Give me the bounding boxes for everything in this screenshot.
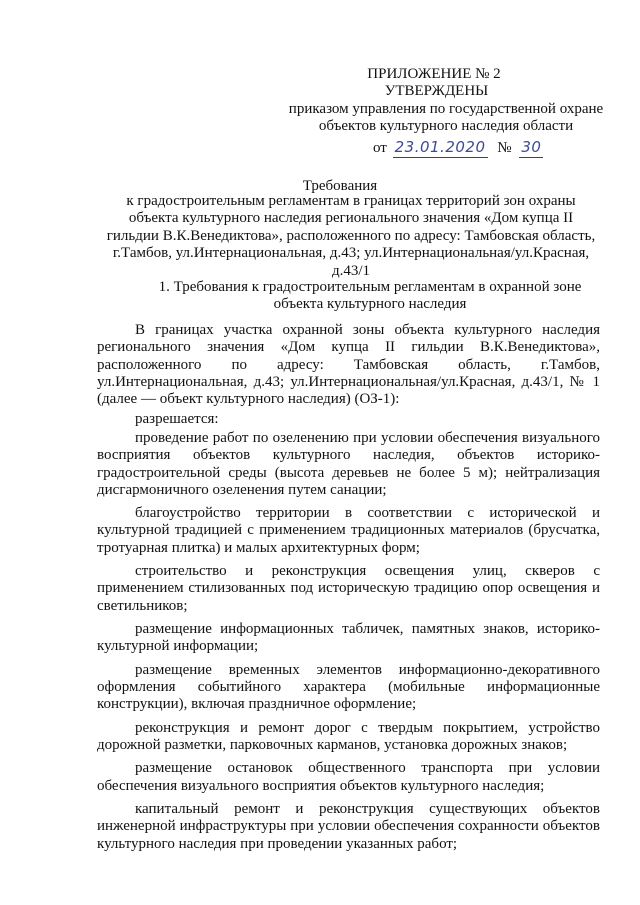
- order-line-1: приказом управления по государственной охране: [288, 101, 604, 117]
- list-item: капитальный ремонт и реконструкция существующих объектов инженерной инфраструктуры при условии обеспечения сохранности объектов культурного наследия при проведении указанных работ;: [97, 801, 600, 852]
- list-item: размещение информационных табличек, памятных знаков, историко-культурной информации;: [97, 621, 600, 655]
- list-item: размещение остановок общественного транспорта при условии обеспечения визуального восприятия объектов культурного наследия;: [97, 760, 600, 794]
- order-date-line: [373, 137, 543, 158]
- order-description: [0, 101, 640, 135]
- list-item: реконструкция и ремонт дорог с твердым покрытием, устройство дорожной разметки, парковочных карманов, установка дорожных знаков;: [97, 719, 600, 753]
- date-prefix: от: [373, 140, 387, 156]
- section-heading: 1. Требования к градостроительным регламентам в охранной зоне объекта культурного наследия: [158, 279, 582, 312]
- handwritten-date: 23.01.2020: [394, 138, 486, 156]
- appendix-title: ПРИЛОЖЕНИЕ № 2: [367, 66, 501, 82]
- number-prefix: №: [497, 140, 512, 156]
- allowed-list: [97, 430, 600, 859]
- list-item: проведение работ по озеленению при условии обеспечения визуального восприятия объектов культурного наследия, объектов историко-градостроительной среды (высота деревьев не более 5 м); нейтрализация дисгармоничного озеленения путем санации;: [97, 430, 600, 498]
- section-intro: [97, 322, 600, 414]
- intro-paragraph: В границах участка охранной зоны объекта культурного наследия регионального значения «Дом купца II гильдии В.К.Венедиктова», расположенного по адресу: Тамбовская область, г.Тамбов, ул.Интернациональная, д.43; ул.Интернациональная/ул.Красная, д.43/1, № 1 (далее — объект культурного наследия) (ОЗ-1):: [97, 322, 600, 408]
- handwritten-number: 30: [521, 138, 542, 156]
- requirements-title: Требования: [302, 178, 378, 194]
- allowed-label: разрешается:: [135, 411, 219, 427]
- order-line-2: объектов культурного наследия области: [318, 118, 574, 134]
- list-item: строительство и реконструкция освещения улиц, скверов с применением стилизованных под историческую традицию опор освещения и светильников;: [97, 563, 600, 614]
- list-item: размещение временных элементов информационно-декоративного оформления событийного характера (мобильные информационные конструкции), включая праздничное оформление;: [97, 661, 600, 713]
- requirements-subtitle: к градостроительным регламентам в границах территорий зон охраны объекта культурного наследия регионального значения «Дом купца II гильдии В.К.Венедиктова», расположенного по адресу: Тамбовская область, г.Тамбов, ул.Интернациональная, д.43; ул.Интернациональная/ул.Красная, д.43/1: [106, 193, 596, 279]
- approved-label: УТВЕРЖДЕНЫ: [384, 83, 489, 99]
- list-item: благоустройство территории в соответствии с исторической и культурной традицией с применением традиционных материалов (брусчатка, тротуарная плитка) и малых архитектурных форм;: [97, 505, 600, 556]
